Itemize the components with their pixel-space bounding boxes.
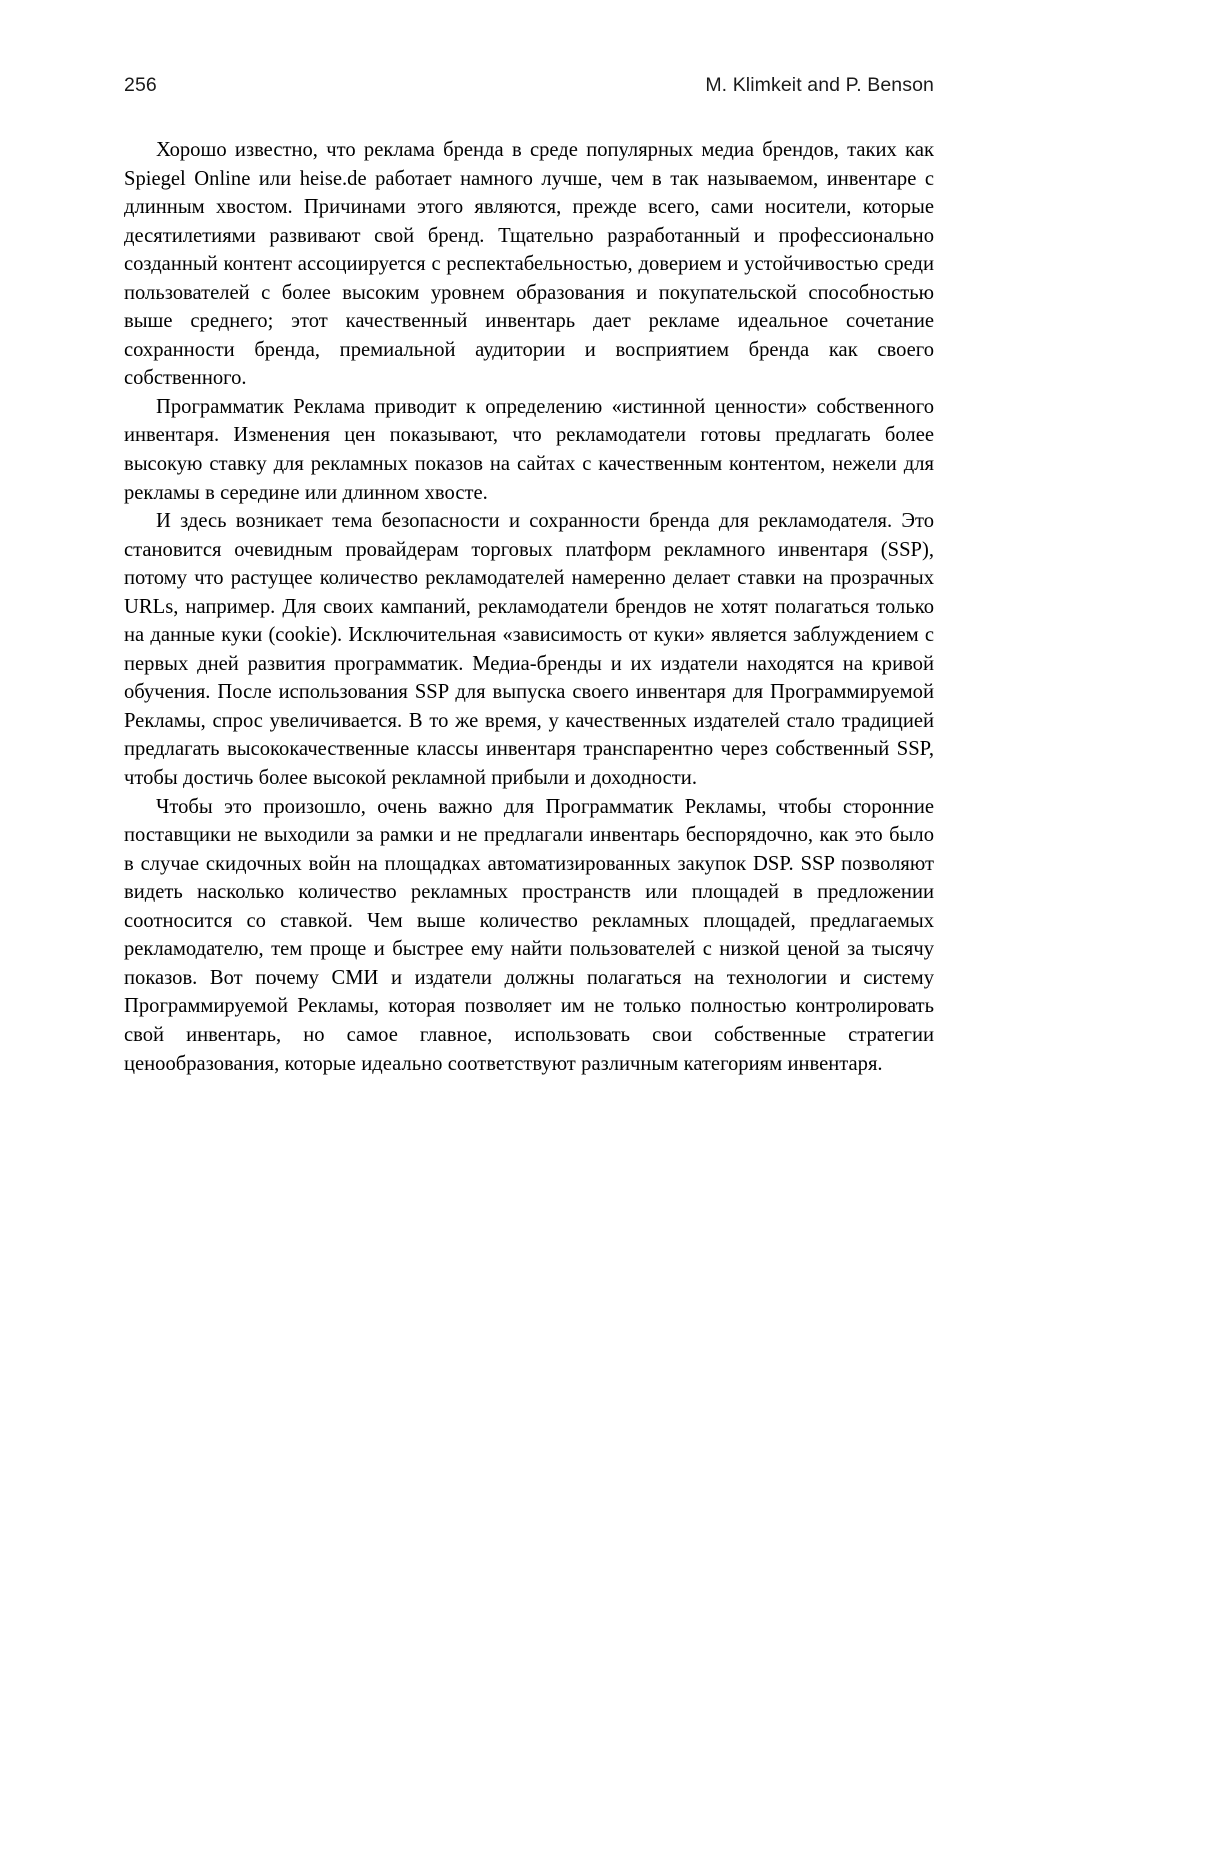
body-text-block: [124, 136, 934, 1078]
running-head-authors: M. Klimkeit and P. Benson: [705, 74, 934, 96]
body-paragraph: И здесь возникает тема безопасности и сохранности бренда для рекламодателя. Это становится очевидным провайдерам торговых платформ рекламного инвентаря (SSP), потому что растущее количество рекламодателей намеренно делает ставки на прозрачных URLs, например. Для своих кампаний, рекламодатели брендов не хотят полагаться только на данные куки (cookie). Исключительная «зависимость от куки» является заблуждением с первых дней развития программатик. Медиа-бренды и их издатели находятся на кривой обучения. После использования SSP для выпуска своего инвентаря для Программируемой Рекламы, спрос увеличивается. В то же время, у качественных издателей стало традицией предлагать высококачественные классы инвентаря транспарентно через собственный SSP, чтобы достичь более высокой рекламной прибыли и доходности.: [124, 510, 934, 790]
body-paragraph: Программатик Реклама приводит к определению «истинной ценности» собственного инвентаря. Изменения цен показывают, что рекламодатели готовы предлагать более высокую ставку для рекламных показов на сайтах с качественным контентом, нежели для рекламы в середине или длинном хвосте.: [124, 395, 934, 504]
running-header: [124, 74, 934, 104]
body-paragraph: Хорошо известно, что реклама бренда в среде популярных медиа брендов, таких как Spiegel Online или heise.de работает намного лучше, чем в так называемом, инвентаре с длинным хвостом. Причинами этого являются, прежде всего, сами носители, которые десятилетиями развивают свой бренд. Тщательно разработанный и профессионально созданный контент ассоциируется с респектабельностью, доверием и устойчивостью среди пользователей с более высоким уровнем образования и покупательской способностью выше среднего; этот качественный инвентарь дает рекламе идеальное сочетание сохранности бренда, премиальной аудитории и восприятием бренда как своего собственного.: [124, 139, 934, 390]
body-paragraph: Чтобы это произошло, очень важно для Программатик Рекламы, чтобы сторонние поставщики не выходили за рамки и не предлагали инвентарь беспорядочно, как это было в случае скидочных войн на площадках автоматизированных закупок DSP. SSP позволяют видеть насколько количество рекламных пространств или площадей в предложении соотносится со ставкой. Чем выше количество рекламных площадей, предлагаемых рекламодателю, тем проще и быстрее ему найти пользователей с низкой ценой за тысячу показов. Вот почему СМИ и издатели должны полагаться на технологии и систему Программируемой Рекламы, которая позволяет им не только полностью контролировать свой инвентарь, но самое главное, использовать свои собственные стратегии ценообразования, которые идеально соответствуют различным категориям инвентаря.: [124, 795, 934, 1075]
page-number: 256: [124, 74, 157, 96]
